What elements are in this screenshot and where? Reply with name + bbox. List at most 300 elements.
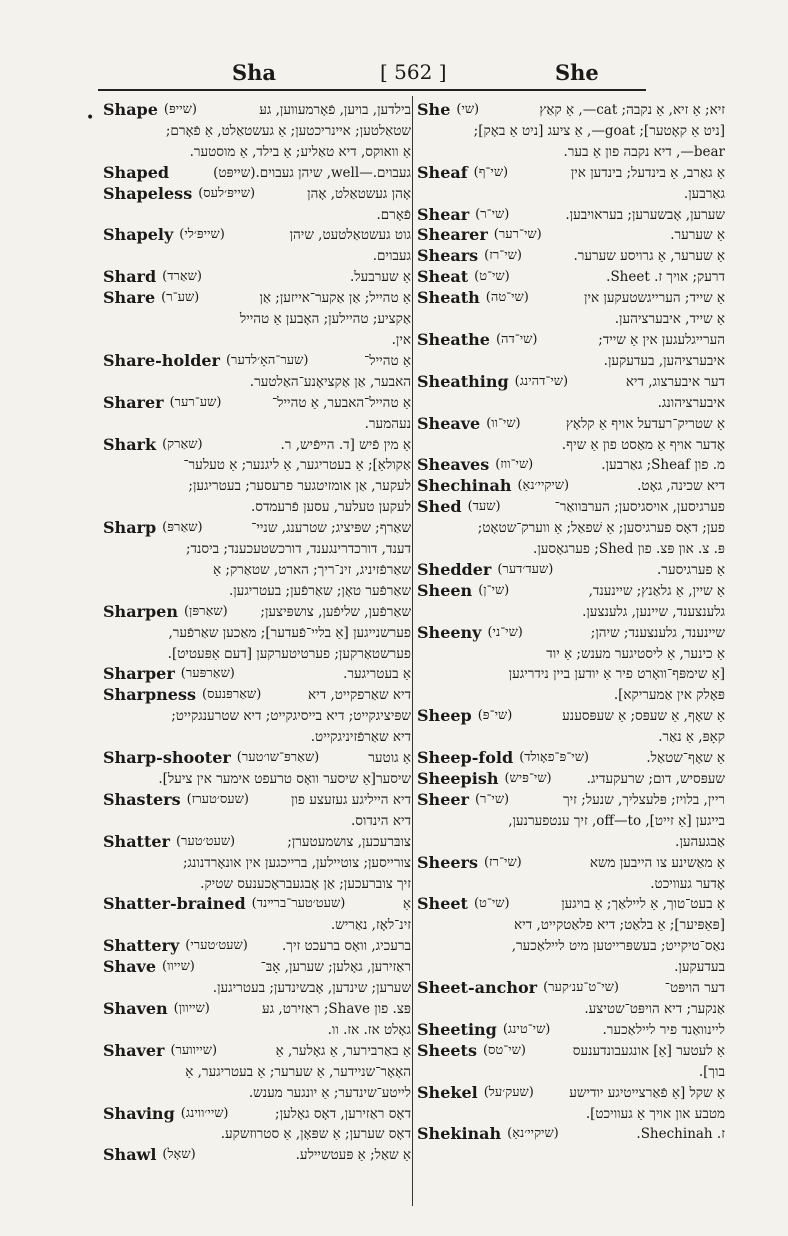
headword: Sheat: [417, 267, 469, 287]
pronunciation: (שי־ט): [474, 269, 510, 285]
dictionary-entry: [417, 853, 725, 895]
entry-first-line: [103, 748, 411, 769]
headword: Sheathing: [417, 371, 509, 391]
definition-line: דיא שאַרפקייט, דיא: [308, 687, 411, 704]
definition-line: זיא; אַ זיא, אַ נקבה; cat—, אַ קאַץ: [539, 102, 725, 118]
definition-line: אָדער געוויכט.: [650, 875, 725, 892]
pronunciation: (שי־טינג): [502, 1021, 551, 1037]
definition-line: גלענצענד, שיינען, גלענצען.: [582, 603, 725, 620]
pronunciation: (שער־האָ׳לדער): [225, 352, 309, 368]
dictionary-entry: [103, 790, 411, 832]
definition-line: אַ טהייל; אַן אַקער־אייזען; אַן: [259, 290, 411, 307]
entry-first-line: [103, 832, 411, 853]
pronunciation: (שי־דהינג): [514, 373, 569, 389]
pronunciation: (שעק׳על): [483, 1084, 534, 1100]
entry-first-line: [417, 372, 725, 393]
definition-line: גאַרבען.: [683, 185, 725, 202]
definition-line: [פּאַפּיער]; אַ בלאַט; דיא פלאַטקייט, דיא: [514, 917, 725, 934]
headword: Shape: [103, 100, 158, 119]
headword: Shapeless: [103, 183, 193, 203]
headword: Shave: [103, 957, 157, 977]
definition-line: אַנקער; דיא הויפּט־שטיצע.: [584, 1000, 725, 1017]
definition-line: גוט געשטאַלטעט, שיהן: [289, 227, 411, 244]
margin-mark: •: [86, 110, 95, 126]
header-right-guide-word: She: [555, 60, 599, 85]
definition-line: בילדען, בויען, פֿאָרמעווען, געּ: [259, 102, 411, 118]
header-rule: [98, 89, 646, 91]
entry-first-line: [103, 1104, 411, 1125]
dictionary-entry: [103, 267, 411, 288]
dictionary-entry: [103, 435, 411, 519]
right-column: [417, 100, 725, 1205]
pronunciation: (שעט׳טער): [175, 833, 236, 849]
definition-line: שאַרפֿער טאָן; שאַרפֿען; בעטריגען.: [228, 582, 411, 599]
dictionary-entry: [103, 1104, 411, 1146]
headword: Shearer: [417, 225, 488, 245]
dictionary-entry: [417, 1124, 725, 1145]
definition-line: האבער, אַן אַקציאָנע־האַלטער.: [249, 373, 411, 390]
pronunciation: (שעס׳טערז): [186, 791, 249, 807]
dictionary-entry: [103, 225, 411, 267]
entry-first-line: [417, 414, 725, 435]
definition-line: ראַזירען, גאָלען; שערען, אָבּ־: [260, 959, 411, 976]
definition-line: דער הויפּט־: [664, 980, 725, 997]
definition-line: צורייסען; צוטיילען, ברייכגען אין אונאָרדנונג;: [182, 854, 411, 871]
dictionary-entry: [103, 518, 411, 602]
pronunciation: (שאַרפּן): [183, 603, 228, 619]
headword: Shawl: [103, 1145, 157, 1165]
dictionary-entry: [103, 748, 411, 790]
headword: Sheen: [417, 580, 473, 600]
definition-line: שעפּסיש, דום; שרעקעדיג.: [586, 771, 725, 787]
pronunciation: (שעד): [467, 499, 501, 515]
pronunciation: (שי־דה): [495, 331, 538, 347]
headword: Sharpness: [103, 685, 196, 705]
definition-line: אָדער אויף אַ מאַסט פון אַ שיף.: [561, 436, 725, 453]
definition-line: אַ: [402, 896, 411, 913]
definition-line: אין.: [391, 331, 411, 348]
definition-line: געבוים.—well, שיהן געבוים.(שייפּט): [213, 164, 411, 181]
pronunciation: (שייפּ׳לי): [179, 227, 225, 243]
pronunciation: (שייוו): [162, 959, 195, 975]
headword: Sheet: [417, 894, 468, 914]
entry-first-line: [417, 163, 725, 184]
definition-line: [אַ שימפּף־וואָרט פיר אַ יודען ביין נידריגען: [508, 666, 725, 683]
definition-line: צובּרעכען, צושמעטערן;: [287, 833, 411, 850]
entry-first-line: [417, 706, 725, 727]
dictionary-entry: [417, 894, 725, 978]
definition-line: אַ שייד, איבערציהען.: [614, 311, 725, 328]
entry-first-line: [417, 623, 725, 644]
definition-line: לייטע־שינדער; אַ יונגער מענש.: [248, 1084, 411, 1101]
entry-first-line: [103, 685, 411, 706]
dictionary-entry: [417, 455, 725, 476]
headword: Shekel: [417, 1082, 478, 1102]
pronunciation: (שיי׳ווינג): [180, 1105, 229, 1121]
definition-line: דער איבערצוג, דיא: [625, 373, 725, 390]
entry-first-line: [417, 1041, 725, 1062]
dictionary-entry: [103, 602, 411, 665]
pronunciation: (שי־ט־ענ׳קער): [543, 980, 619, 996]
headword: Shears: [417, 246, 479, 266]
entry-first-line: [417, 330, 725, 351]
entry-first-line: [103, 936, 411, 957]
headword: Shark: [103, 434, 157, 454]
dictionary-entry: [103, 936, 411, 957]
definition-line: ז. Shechinah.: [636, 1126, 725, 1143]
dictionary-entry: [417, 769, 725, 790]
definition-line: שטאַלטען; איינריכטען; אַ געשטאַלט, אַ פֿאָרם;: [165, 122, 411, 139]
entry-first-line: [103, 1145, 411, 1166]
headword: Shaving: [103, 1103, 175, 1123]
definition-line: דענד, דורכדרינגענד, דורכשטעכענד; ביסנד;: [185, 541, 411, 558]
definition-line: פערשנייגען [אַ בליי־פֿעדער]; מאַכען שאַרפֿער,: [168, 624, 411, 641]
entry-first-line: [417, 225, 725, 246]
definition-line: מ. פון Sheaf; גאַרבען.: [601, 457, 725, 474]
headword: Sheers: [417, 852, 478, 872]
headword: Sheath: [417, 288, 480, 308]
entry-first-line: [103, 518, 411, 539]
definition-line: דאָס ראַזירען, דאָס גאָלען;: [275, 1105, 411, 1122]
definition-line: גאָלט אז. אז. וו.: [327, 1021, 411, 1038]
definition-line: הערייגלעגען אין אַ שייד;: [598, 331, 725, 348]
pronunciation: (שעד׳דער): [497, 561, 554, 577]
entry-first-line: [103, 999, 411, 1020]
entry-first-line: [417, 894, 725, 915]
headword: Shed: [417, 497, 462, 517]
entry-first-line: [103, 100, 411, 121]
page-header: [0, 58, 788, 92]
entry-first-line: [417, 246, 725, 267]
pronunciation: (שאַרד): [162, 269, 202, 285]
pronunciation: (שעט׳טערי): [185, 938, 248, 954]
entry-first-line: [417, 1124, 725, 1145]
entry-first-line: [417, 288, 725, 309]
definition-line: אַ שערער.: [670, 227, 725, 244]
definition-line: אַ שאָף, אַ שעפּס; אַ שעפּסענע: [562, 708, 725, 725]
headword: Shedder: [417, 559, 492, 579]
entry-first-line: [103, 393, 411, 414]
definition-line: אַ טהייל־: [364, 352, 411, 369]
headword: Sharp: [103, 518, 157, 538]
definition-line: דיא הינדוס.: [350, 812, 411, 829]
definition-line: שאַרף; שפּיציג; שטרענג, שניי־: [251, 520, 411, 537]
entry-first-line: [417, 748, 725, 769]
headword: Shear: [417, 204, 470, 224]
headword: Sheave: [417, 413, 481, 433]
headword: Sheer: [417, 789, 469, 809]
definition-line: אַ באַרבירער, אַ גאָלער, אַ: [275, 1042, 411, 1059]
entry-first-line: [417, 205, 725, 226]
definition-line: bear—, דיא נקבה פון אַ בער.: [563, 143, 725, 160]
dictionary-entry: [417, 1020, 725, 1041]
entry-first-line: [417, 769, 725, 790]
pronunciation: (שאַרק): [162, 436, 203, 452]
dictionary-entry: [103, 894, 411, 936]
dictionary-entry: [103, 1041, 411, 1104]
definition-line: אָהן געשטאַלט, אָהן: [307, 185, 411, 202]
definition-line: פּצ. פון Shave; ראַזירט, געּ: [262, 1000, 411, 1017]
definition-line: נאַס־טיקייט; בעשפּרייטען מיט ליילאַכער,: [511, 938, 725, 955]
definition-line: אַ שיין, אַ גלאַנץ; שיינענד,: [588, 582, 725, 599]
dictionary-entry: [103, 100, 411, 163]
dictionary-entry: [417, 163, 725, 205]
entry-first-line: [417, 560, 725, 581]
pronunciation: (שאַרפּ־שו׳טער): [236, 750, 320, 766]
page-number: [ 562 ]: [380, 60, 447, 84]
pronunciation: (שי־פּ): [477, 708, 513, 724]
pronunciation: (שי־ווז): [495, 457, 534, 473]
headword: Sheaf: [417, 162, 468, 182]
headword: Shard: [103, 267, 157, 287]
dictionary-entry: [417, 560, 725, 581]
dictionary-entry: [417, 790, 725, 853]
pronunciation: (שי־טה): [485, 290, 529, 306]
definition-line: שערען; שינדען, אָבשינדען; בעטריגען.: [212, 980, 411, 997]
pronunciation: (שי־טס): [482, 1042, 526, 1058]
definition-line: אַקציע; טהיילען; האָבען אַ טהייל: [239, 311, 411, 328]
headword: Sharpen: [103, 601, 178, 621]
definition-line: ליינוואַנד פיר ליילאַכער.: [602, 1021, 725, 1038]
entry-first-line: [417, 581, 725, 602]
definition-line: שפּיציגקייט; דיא בייסיגקייט; דיא שטרענגקייט;: [171, 708, 411, 725]
definition-line: אַ בעטריגער.: [343, 666, 411, 683]
pronunciation: (שי־ני): [487, 624, 523, 640]
headword: Shekinah: [417, 1124, 502, 1144]
definition-line: זיך צוברעכען; אַן אָבגעבראָכענעס שטיק.: [200, 875, 411, 892]
definition-line: אַ טהייל־האבער, אַ טהייל־: [272, 394, 411, 411]
definition-line: לעקען טעלער, עסען פֿרעמדס.: [250, 499, 411, 516]
entry-first-line: [103, 288, 411, 309]
pronunciation: (שייפּ׳לעס): [198, 185, 256, 201]
left-column: [103, 100, 411, 1205]
definition-line: אַ שאַל; אַ פּעטשיילע.: [295, 1147, 411, 1164]
pronunciation: (שי־ר): [475, 206, 510, 222]
entry-first-line: [103, 1041, 411, 1062]
definition-line: דיא שכינה, גאָט.: [637, 478, 725, 495]
entry-first-line: [103, 267, 411, 288]
pronunciation: (שייוון): [173, 1000, 210, 1016]
definition-line: דיא שאַרפֿזיניגקייט.: [310, 729, 411, 746]
definition-line: בוך].: [698, 1063, 725, 1080]
dictionary-entry: [417, 225, 725, 246]
headword: Shattery: [103, 936, 180, 956]
entry-first-line: [103, 957, 411, 978]
pronunciation: (שי־ף): [473, 164, 509, 180]
dictionary-entry: [103, 664, 411, 685]
entry-first-line: [417, 790, 725, 811]
definition-line: ריין, בלויז; פּלעצליך, שנעל; זיך: [563, 791, 725, 808]
headword: Sharer: [103, 392, 164, 412]
dictionary-entry: [417, 748, 725, 769]
definition-line: קאָפּ, אַ נאַר.: [658, 729, 725, 746]
entry-first-line: [103, 664, 411, 685]
dictionary-entry: [103, 832, 411, 895]
headword: Share: [103, 288, 156, 308]
dictionary-entry: [103, 999, 411, 1041]
entry-first-line: [103, 351, 411, 372]
dictionary-entry: [103, 957, 411, 999]
definition-line: שיינענד, גלענצענד; שיהן;: [590, 624, 725, 641]
definition-line: פֿאָרם.: [376, 206, 411, 223]
dictionary-entry: [103, 1145, 411, 1166]
dictionary-entry: [103, 288, 411, 351]
entry-first-line: [417, 978, 725, 999]
pronunciation: (שי־פּ־פאָולד): [519, 750, 589, 766]
definition-line: אַ גוטער: [368, 750, 411, 767]
definition-line: [ניט אַ קאָטער]; goat—, אַ ציעג [ניט אַ באָק];: [473, 122, 725, 139]
pronunciation: (שי־ט): [473, 896, 510, 912]
headword: Sheaves: [417, 455, 490, 475]
pronunciation: (שי־רער): [493, 227, 542, 243]
dictionary-entry: [417, 100, 725, 163]
headword: Sheeny: [417, 622, 482, 642]
headword: Sheep-fold: [417, 748, 514, 768]
definition-line: שאַרפֿען, שליפֿען, צושפּיצען;: [260, 603, 411, 620]
dictionary-entry: [417, 1041, 725, 1083]
definition-line: דאָס שערען; אַ שפּאָן, אַ סטרוזשקע.: [220, 1126, 411, 1143]
dictionary-entry: [417, 288, 725, 330]
dictionary-entry: [417, 497, 725, 560]
entry-first-line: [103, 225, 411, 246]
headword: Sheep: [417, 706, 472, 726]
definition-line: לעקער, אַן אומזיטגער פרעסער; בעטריגען;: [188, 478, 411, 495]
dictionary-entry: [417, 706, 725, 748]
pronunciation: (שייפּ): [163, 102, 197, 117]
entry-first-line: [417, 497, 725, 518]
pronunciation: (שע־ר): [161, 290, 200, 306]
headword: Sheepish: [417, 769, 499, 788]
entry-first-line: [103, 435, 411, 456]
dictionary-entry: [417, 623, 725, 707]
headword: Sharper: [103, 664, 175, 684]
pronunciation: (שי־וו): [486, 415, 521, 431]
definition-line: אַ שאָף־שטאַל.: [646, 750, 725, 767]
definition-line: דרעק; אויך ז. Sheet.: [606, 269, 725, 286]
headword: Shaven: [103, 998, 168, 1018]
definition-line: אַ פערגיסער.: [657, 561, 725, 578]
definition-line: איבערציהונג.: [657, 394, 725, 411]
headword: Shaver: [103, 1040, 165, 1060]
entry-first-line: [417, 1020, 725, 1041]
entry-first-line: [417, 100, 725, 121]
entry-first-line: [417, 476, 725, 497]
entry-first-line: [103, 602, 411, 623]
dictionary-entry: [417, 267, 725, 288]
entry-first-line: [103, 163, 411, 184]
definition-line: שאַרפֿזיניג, זינ־ריך; הארט, שטאַרק; אַ: [213, 561, 411, 578]
definition-line: אַ שטריק־רעדעל אויף אַ קלאָץ: [565, 415, 725, 432]
column-divider: [412, 96, 413, 1206]
pronunciation: (שאַרפּנעס): [202, 687, 262, 703]
definition-line: אַבגעהען.: [675, 833, 725, 850]
pronunciation: (שייווער): [170, 1042, 218, 1058]
definition-line: פערשטאַרקען; פערטיטערקען [דעם אַפּעטיט].: [167, 645, 411, 662]
dictionary-entry: [103, 184, 411, 226]
headword: Shapely: [103, 225, 174, 245]
definition-line: האָאָר־שניידער, אַ שערער; אַ בעטריגער, אַ: [185, 1063, 411, 1080]
definition-line: ברעכיג, וואָס ברעכט זיך.: [282, 938, 411, 955]
pronunciation: (שי־ן): [478, 582, 510, 598]
headword: Sheet-anchor: [417, 978, 538, 998]
pronunciation: (שי־ר): [474, 791, 510, 807]
dictionary-entry: [417, 476, 725, 497]
dictionary-entry: [417, 414, 725, 456]
definition-line: געבוים.: [372, 248, 411, 265]
dictionary-entry: [417, 1083, 725, 1125]
entry-first-line: [417, 853, 725, 874]
definition-line: נעהמער.: [364, 415, 411, 432]
dictionary-entry: [417, 205, 725, 226]
definition-line: אַ כינער, אַ ליסטיגער מענש; אַ יוד: [546, 645, 725, 662]
entry-first-line: [103, 790, 411, 811]
headword: Shechinah: [417, 476, 512, 496]
entry-first-line: [103, 894, 411, 915]
header-left-guide-word: Sha: [232, 60, 277, 85]
definition-line: אַ שקל [אַ פֿאַרצייטיגע יודישע: [569, 1084, 725, 1101]
definition-line: פערגיסען, אויסגיסען; הערבּוואַר־: [554, 499, 725, 516]
dictionary-entry: [417, 372, 725, 414]
pronunciation: (שע־רער): [169, 394, 222, 410]
headword: Shatter: [103, 831, 170, 851]
entry-first-line: [417, 1083, 725, 1104]
definition-line: זינ־לאָז, נאַריש.: [330, 917, 411, 934]
headword: Sharp-shooter: [103, 748, 231, 768]
definition-line: פּ. צ. און פּצ. פון Shed; פערגאָסען.: [533, 541, 725, 558]
definition-line: אַ וואוקס, דיא טאַליע; אַ בילד, אַ מוסטער.: [189, 143, 411, 160]
pronunciation: (שיקיי׳נאַ): [507, 1126, 559, 1142]
headword: She: [417, 100, 451, 119]
dictionary-entry: [417, 246, 725, 267]
headword: Shasters: [103, 789, 181, 809]
definition-line: בייגען [אַ זייט], off—to, זיך ענטפערנען,: [508, 812, 725, 829]
definition-line: שערען, אָבשערען; בעראויבען.: [565, 206, 725, 223]
definition-line: אַ שערבעל.: [350, 269, 411, 286]
definition-line: אַ שערער, אַ גרויסע שערער.: [573, 248, 725, 265]
definition-line: איבערציהען, בעדעקען.: [603, 352, 725, 369]
definition-line: פּאָלק אין אַמעריקא].: [613, 687, 725, 704]
definition-line: אַ מאַשינע צו הייבען משא: [589, 854, 725, 871]
definition-line: דיא הייליגע געזעצע פון: [291, 791, 411, 808]
definition-line: שיסער[אַ שיסער וואָס טרעפט אימער אין ציעל].: [158, 771, 411, 787]
pronunciation: (שעט׳טער־ברײנד): [251, 896, 346, 912]
dictionary-entry: [103, 685, 411, 748]
headword: Shaped: [103, 162, 170, 182]
definition-line: אַ גאַרב, אַ בינדעל; בינדען אין: [570, 164, 725, 181]
definition-line: אַ מין פֿיש [ד. הײפֿיש, ר.: [280, 436, 411, 453]
headword: Sheeting: [417, 1019, 497, 1039]
headword: Sheets: [417, 1040, 477, 1060]
pronunciation: (שי): [456, 102, 480, 117]
definition-line: פען; דאָס פערגיסען; אַ שׁפאַל; אַ ווערק־שטאָט;: [477, 520, 725, 537]
pronunciation: (שאָל): [162, 1147, 196, 1163]
dictionary-entry: [417, 330, 725, 372]
dictionary-entry: [417, 978, 725, 1020]
pronunciation: (שי־רז): [483, 854, 522, 870]
dictionary-entry: [103, 163, 411, 184]
entry-first-line: [417, 267, 725, 288]
definition-line: בעדעקען.: [674, 959, 725, 976]
definition-line: אַ שייד; הערייגשטעקען אין: [584, 290, 725, 307]
headword: Share-holder: [103, 350, 220, 370]
pronunciation: (שי־פּיש): [504, 771, 552, 786]
definition-line: מטבע און אויך אַ געוויכט].: [585, 1105, 725, 1122]
entry-first-line: [103, 184, 411, 205]
headword: Sheathe: [417, 329, 490, 349]
dictionary-entry: [103, 351, 411, 393]
definition-line: אַ בעט־טוך, אַ ליילאַך; אַ בויגען: [561, 896, 725, 913]
definition-line: אַקולאַ]; אַ בעטריגער, אַ ליגנער; אַ טעלער־: [183, 457, 411, 474]
